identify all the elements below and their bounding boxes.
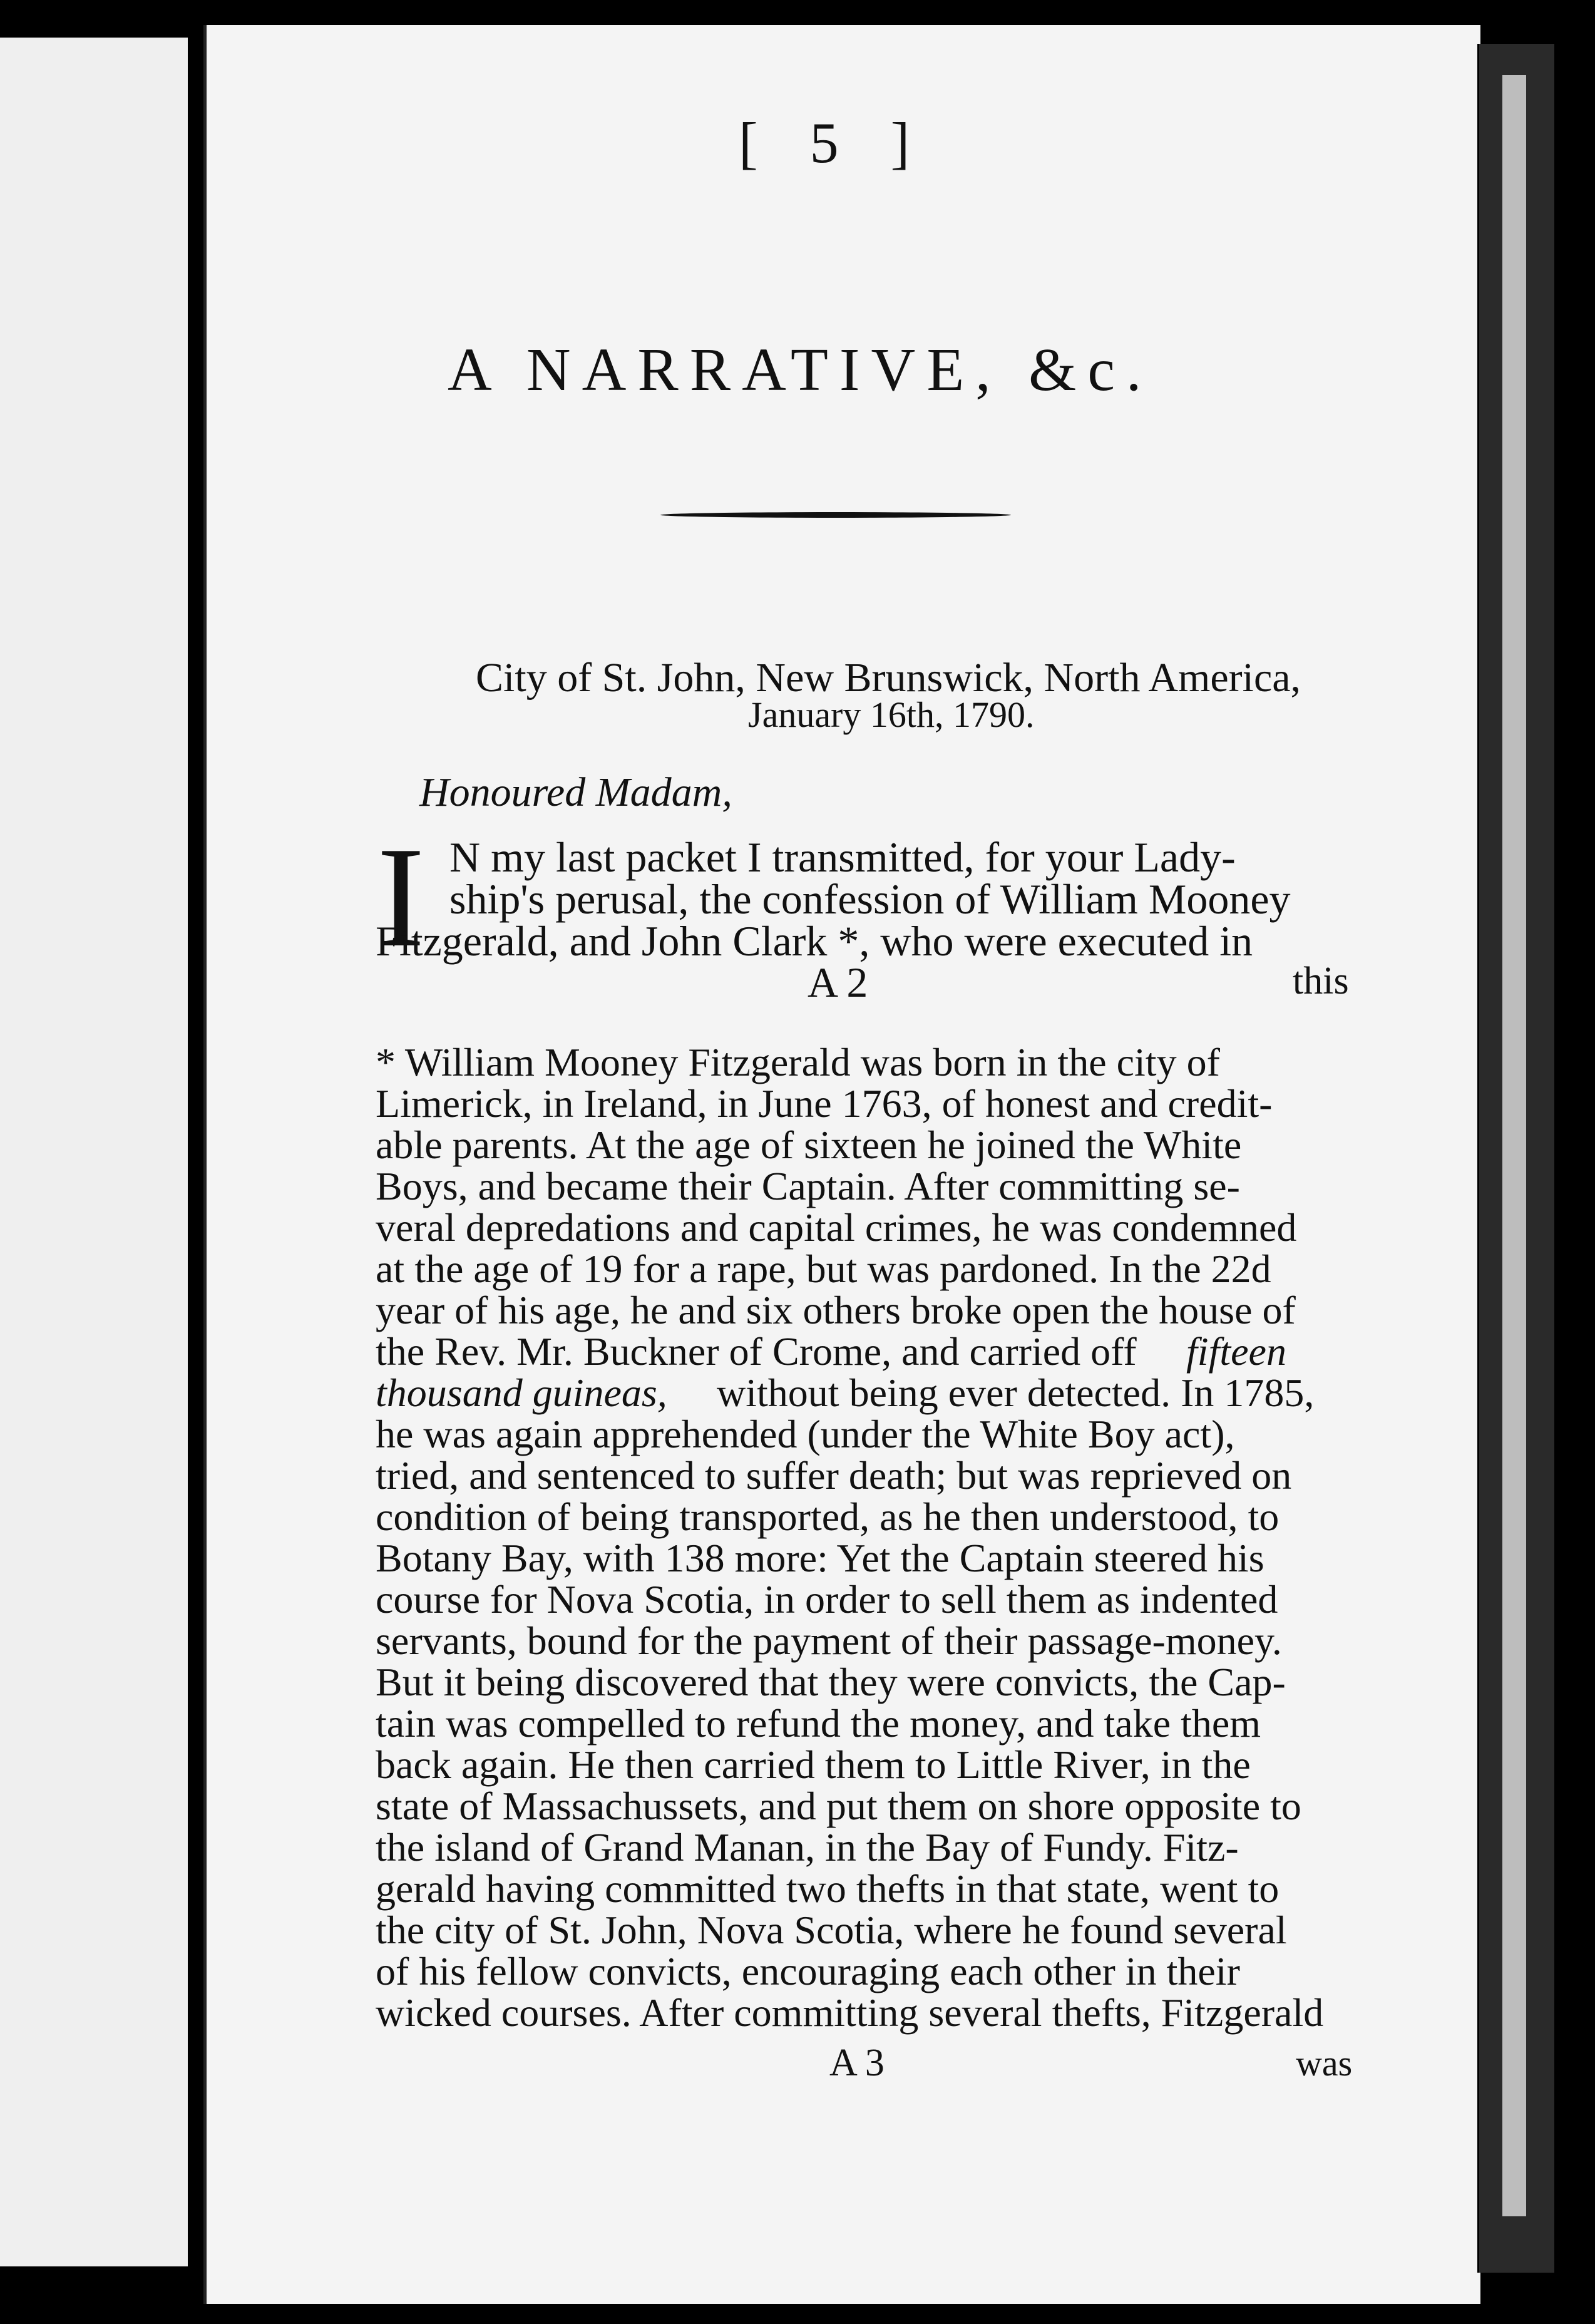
footnote-line: Botany Bay, with 138 more: Yet the Captain steered his xyxy=(376,1536,1264,1580)
bottom-signature-mark: A 3 xyxy=(829,2042,885,2084)
footnote-line: tain was compelled to refund the money, and take them xyxy=(376,1701,1261,1746)
title-rule xyxy=(660,512,1011,518)
drop-cap: I xyxy=(377,817,425,977)
footnote-line: without being ever detected. In 1785, xyxy=(717,1370,1315,1415)
footnote-line: veral depredations and capital crimes, he was condemned xyxy=(376,1205,1297,1250)
salutation: Honoured Madam, xyxy=(419,769,732,815)
footnote-line: year of his age, he and six others broke open the house of xyxy=(376,1288,1296,1332)
body-line: Fitzgerald, and John Clark *, who were executed in xyxy=(376,917,1253,965)
previous-page-edge xyxy=(0,38,190,2266)
footnote-line: wicked courses. After committing several thefts, Fitzgerald xyxy=(376,1990,1324,2035)
footnote-line: the island of Grand Manan, in the Bay of Fundy. Fitz- xyxy=(376,1825,1239,1869)
footnote-line: condition of being transported, as he then understood, to xyxy=(376,1494,1280,1539)
footnote-line: gerald having committed two thefts in that state, went to xyxy=(376,1866,1280,1911)
letter-date: January 16th, 1790. xyxy=(748,694,1035,735)
page-title: A NARRATIVE, &c. xyxy=(448,336,1153,404)
footnote-line: at the age of 19 for a rape, but was pardoned. In the 22d xyxy=(376,1247,1271,1291)
footnote-line: * William Mooney Fitzgerald was born in the city of xyxy=(376,1040,1220,1084)
body-line: N my last packet I transmitted, for your Lady- xyxy=(449,833,1236,881)
footnote-line: Boys, and became their Captain. After committing se- xyxy=(376,1164,1240,1208)
catchword: this xyxy=(1293,960,1349,1002)
footnote-line: state of Massachussets, and put them on shore opposite to xyxy=(376,1784,1301,1828)
signature-mark: A 2 xyxy=(808,959,868,1006)
body-line: ship's perusal, the confession of William Mooney xyxy=(449,875,1291,923)
footnote-line: he was again apprehended (under the White Boy act), xyxy=(376,1412,1235,1456)
footnote-line: the Rev. Mr. Buckner of Crome, and carried off xyxy=(376,1329,1137,1374)
footnote-line: tried, and sentenced to suffer death; but was reprieved on xyxy=(376,1453,1292,1498)
footnote-line: back again. He then carried them to Little River, in the xyxy=(376,1742,1251,1787)
footnote-line: servants, bound for the payment of their passage-money. xyxy=(376,1618,1282,1663)
footnote-line: able parents. At the age of sixteen he joined the White xyxy=(376,1123,1242,1167)
footnote-italic: fifteen xyxy=(1186,1329,1286,1374)
footnote-line: But it being discovered that they were convicts, the Cap- xyxy=(376,1660,1286,1704)
footnote-line: of his fellow convicts, encouraging each other in their xyxy=(376,1949,1240,1993)
bottom-catchword: was xyxy=(1296,2043,1353,2084)
letter-place: City of St. John, New Brunswick, North America, xyxy=(476,655,1301,701)
footnote-line: Limerick, in Ireland, in June 1763, of honest and credit- xyxy=(376,1081,1273,1126)
footnote-italic: thousand guineas, xyxy=(376,1370,667,1415)
page-number: [ 5 ] xyxy=(739,111,929,175)
footnote-line: course for Nova Scotia, in order to sell them as indented xyxy=(376,1577,1278,1622)
footnote-line: the city of St. John, Nova Scotia, where he found several xyxy=(376,1908,1287,1952)
page-edge-strip xyxy=(1502,75,1526,2216)
